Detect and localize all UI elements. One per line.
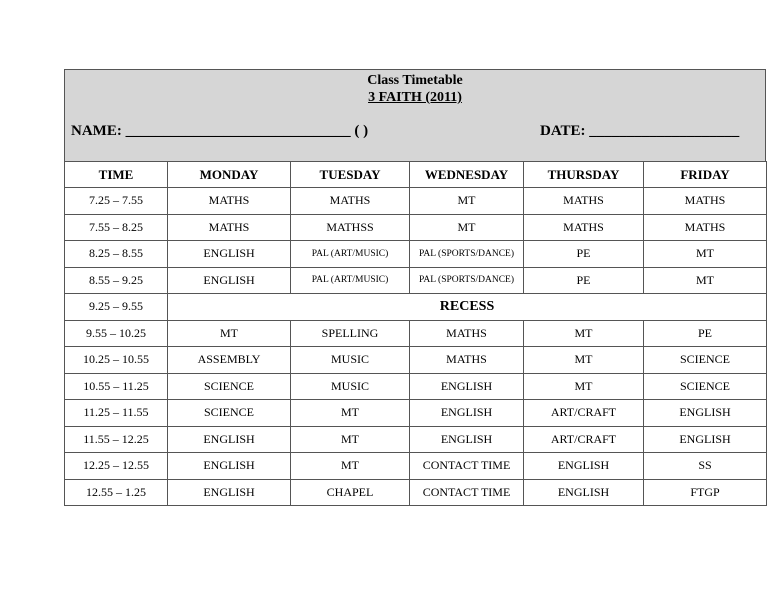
lesson-cell: MT [410,188,524,215]
lesson-cell: ART/CRAFT [524,426,644,453]
lesson-cell: MUSIC [291,347,410,374]
table-row [65,320,767,347]
lesson-cell: MT [644,241,767,268]
recess-row [65,294,767,321]
lesson-cell: ENGLISH [410,400,524,427]
lesson-cell: ENGLISH [644,426,767,453]
lesson-cell: ENGLISH [410,426,524,453]
time-cell: 12.25 – 12.55 [65,453,168,480]
lesson-cell: PE [644,320,767,347]
lesson-cell: MATHS [410,320,524,347]
lesson-cell: ENGLISH [168,453,291,480]
lesson-cell: MATHS [291,188,410,215]
time-cell: 9.55 – 10.25 [65,320,168,347]
recess-cell: RECESS [168,294,767,321]
lesson-cell: MT [291,426,410,453]
lesson-cell: MATHS [644,188,767,215]
lesson-cell: MATHSS [291,214,410,241]
lesson-cell: PE [524,241,644,268]
time-cell: 10.25 – 10.55 [65,347,168,374]
lesson-cell: ENGLISH [524,479,644,506]
time-cell: 8.25 – 8.55 [65,241,168,268]
lesson-cell: MATHS [644,214,767,241]
timetable-grid [64,161,767,506]
lesson-cell: SPELLING [291,320,410,347]
lesson-cell: MATHS [168,188,291,215]
header-row [65,162,767,188]
lesson-cell: MATHS [524,214,644,241]
lesson-cell: MATHS [524,188,644,215]
lesson-cell: ENGLISH [524,453,644,480]
lesson-cell: CHAPEL [291,479,410,506]
time-cell: 12.55 – 1.25 [65,479,168,506]
lesson-cell: MT [291,453,410,480]
lesson-cell: MT [644,267,767,294]
lesson-cell: MT [524,320,644,347]
timetable-header [64,69,766,161]
name-field-line: NAME: ______________________________ ( ) [71,123,369,139]
time-cell: 11.55 – 12.25 [65,426,168,453]
timetable-document [64,69,766,506]
time-cell: 11.25 – 11.55 [65,400,168,427]
time-cell: 10.55 – 11.25 [65,373,168,400]
time-cell: 7.25 – 7.55 [65,188,168,215]
lesson-cell: ART/CRAFT [524,400,644,427]
lesson-cell: MT [168,320,291,347]
column-header: FRIDAY [644,162,767,188]
lesson-cell: CONTACT TIME [410,453,524,480]
date-field-line: DATE: ____________________ [540,123,740,139]
lesson-cell: SS [644,453,767,480]
column-header: THURSDAY [524,162,644,188]
lesson-cell: MT [410,214,524,241]
document-title: Class Timetable [367,73,463,88]
column-header: TUESDAY [291,162,410,188]
table-row [65,347,767,374]
lesson-cell: PAL (SPORTS/DANCE) [410,241,524,268]
lesson-cell: MT [291,400,410,427]
lesson-cell: MT [524,373,644,400]
lesson-cell: SCIENCE [168,400,291,427]
lesson-cell: ENGLISH [168,426,291,453]
lesson-cell: PAL (SPORTS/DANCE) [410,267,524,294]
time-cell: 7.55 – 8.25 [65,214,168,241]
table-row [65,214,767,241]
lesson-cell: ENGLISH [168,241,291,268]
lesson-cell: FTGP [644,479,767,506]
lesson-cell: SCIENCE [644,373,767,400]
table-row [65,267,767,294]
column-header: MONDAY [168,162,291,188]
lesson-cell: ENGLISH [644,400,767,427]
table-row [65,453,767,480]
lesson-cell: PE [524,267,644,294]
lesson-cell: PAL (ART/MUSIC) [291,267,410,294]
table-row [65,400,767,427]
lesson-cell: MATHS [168,214,291,241]
lesson-cell: MT [524,347,644,374]
column-header: WEDNESDAY [410,162,524,188]
lesson-cell: MUSIC [291,373,410,400]
table-row [65,373,767,400]
table-row [65,188,767,215]
lesson-cell: PAL (ART/MUSIC) [291,241,410,268]
lesson-cell: ENGLISH [410,373,524,400]
time-cell: 8.55 – 9.25 [65,267,168,294]
class-subtitle: 3 FAITH (2011) [368,90,462,105]
lesson-cell: ENGLISH [168,267,291,294]
time-cell: 9.25 – 9.55 [65,294,168,321]
lesson-cell: ASSEMBLY [168,347,291,374]
lesson-cell: SCIENCE [168,373,291,400]
lesson-cell: CONTACT TIME [410,479,524,506]
lesson-cell: MATHS [410,347,524,374]
lesson-cell: ENGLISH [168,479,291,506]
table-row [65,426,767,453]
column-header: TIME [65,162,168,188]
lesson-cell: SCIENCE [644,347,767,374]
table-row [65,241,767,268]
table-row [65,479,767,506]
